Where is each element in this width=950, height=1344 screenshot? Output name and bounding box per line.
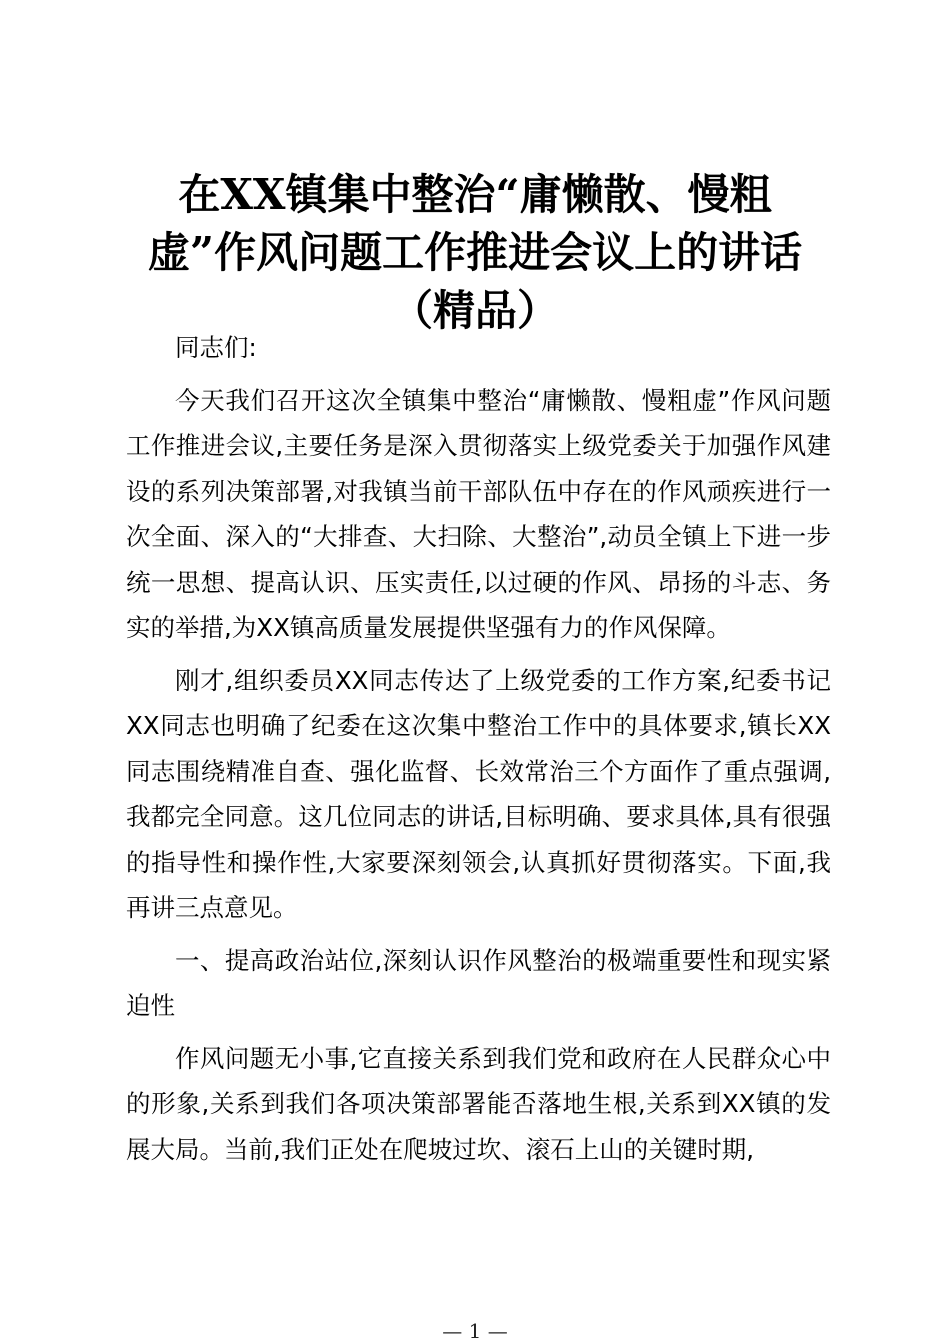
paragraph-section-1: 作风问题无小事,它直接关系到我们党和政府在人民群众心中的形象,关系到我们各项决策部署能否落地生根,关系到XX镇的发展大局。当前,我们正处在爬坡过坎、滚石上山的关键时期, [126, 1043, 831, 1164]
page-number: — 1 — [442, 1319, 508, 1343]
document-title [120, 166, 830, 340]
paragraph-acknowledgement: 刚才,组织委员XX同志传达了上级党委的工作方案,纪委书记XX同志也明确了纪委在这次集中整治工作中的具体要求,镇长XX同志围绕精准自查、强化监督、长效常治三个方面作了重点强调,我都完全同意。这几位同志的讲话,目标明确、要求具体,具有很强的指导性和操作性,大家要深刻领会,认真抓好贯彻落实。下面,我再讲三点意见。 [126, 665, 831, 922]
salutation: 同志们: [175, 333, 257, 362]
document-body [126, 325, 831, 1172]
title-line-3: （精品） [390, 286, 559, 335]
title-line-1: 在XX镇集中整治“庸懒散、慢粗 [178, 170, 772, 219]
paragraph-intro: 今天我们召开这次全镇集中整治“庸懒散、慢粗虚”作风问题工作推进会议,主要任务是深入贯彻落实上级党委关于加强作风建设的系列决策部署,对我镇当前干部队伍中存在的作风顽疾进行一次全面、深入的“大排查、大扫除、大整治”,动员全镇上下进一步统一思想、提高认识、压实责任,以过硬的作风、昂扬的斗志、务实的举措,为XX镇高质量发展提供坚强有力的作风保障。 [126, 385, 831, 642]
section-heading-1: 一、提高政治站位,深刻认识作风整治的极端重要性和现实紧迫性 [126, 945, 831, 1020]
title-line-2: 虚”作风问题工作推进会议上的讲话 [147, 228, 803, 277]
